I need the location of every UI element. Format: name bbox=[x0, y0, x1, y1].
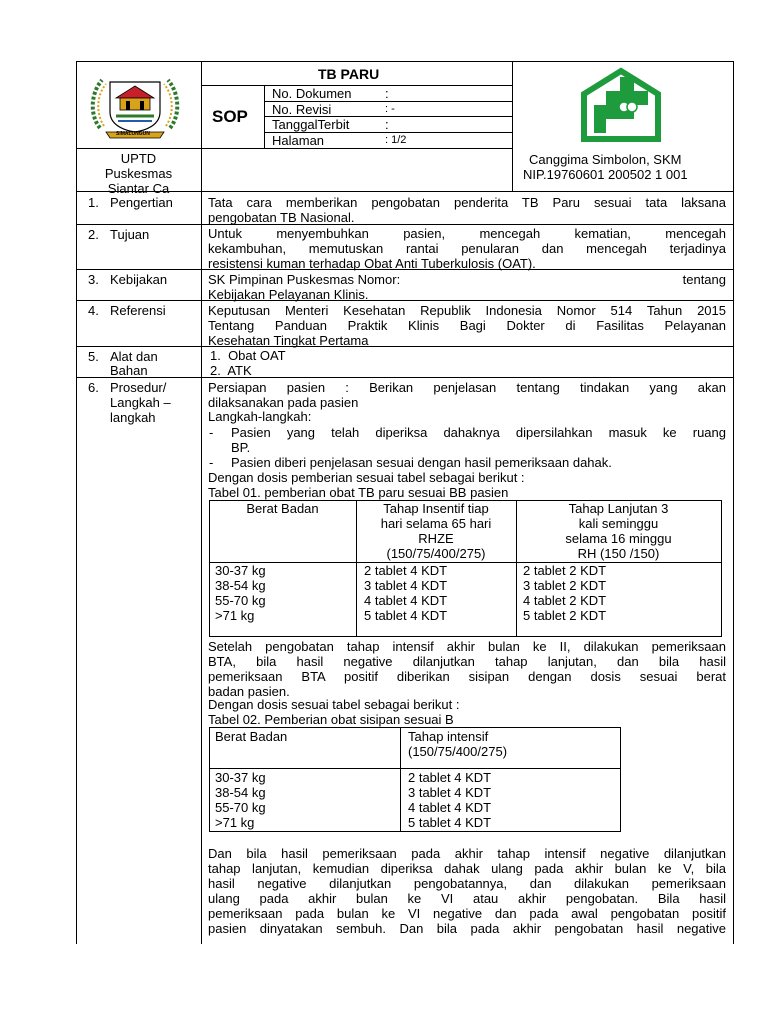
emblem-lettering: SIMALUNGUN bbox=[116, 131, 150, 137]
text-line: pengobatan TB Nasional. bbox=[208, 210, 355, 225]
bullet-2: Pasien diberi penjelasan sesuai dengan hasil pemeriksaan dahak. bbox=[231, 455, 612, 470]
doc-field-halaman-label: Halaman bbox=[272, 133, 325, 148]
text-line: Tata cara memberikan pengobatan penderita TB Paru sesuai tata laksana bbox=[208, 195, 726, 210]
signer-nip: NIP.19760601 200502 1 001 bbox=[523, 167, 688, 182]
table-cell: 38-54 kg bbox=[215, 785, 266, 800]
section-num: 6. bbox=[88, 380, 99, 395]
section-num: 4. bbox=[88, 303, 99, 318]
table-cell: 5 tablet 4 KDT bbox=[408, 815, 492, 830]
kebijakan-text bbox=[208, 272, 726, 302]
table-cell: 2 tablet 2 KDT bbox=[523, 563, 607, 578]
header-cell: Tahap Lanjutan 3 bbox=[568, 501, 669, 516]
text-line: tentang bbox=[682, 272, 726, 287]
puskesmas-logo bbox=[580, 67, 662, 143]
table-column bbox=[215, 770, 266, 830]
header-cell: (150/75/400/275) bbox=[408, 744, 508, 759]
text-line: Pasien yang telah diperiksa dahaknya dipersilahkan masuk ke ruang bbox=[231, 425, 726, 440]
table-cell: 2 tablet 4 KDT bbox=[408, 770, 492, 785]
section-label-kebijakan: Kebijakan bbox=[110, 272, 168, 287]
doc-field-tanggal-label: TanggalTerbit bbox=[272, 117, 350, 132]
paragraph-2 bbox=[208, 639, 726, 699]
section-label-referensi: Referensi bbox=[110, 303, 166, 318]
table-cell: 3 tablet 4 KDT bbox=[364, 578, 448, 593]
signer-name: Canggima Simbolon, SKM bbox=[529, 152, 682, 167]
header-cell: kali seminggu bbox=[578, 516, 659, 531]
referensi-text bbox=[208, 303, 726, 348]
table-cell: 30-37 kg bbox=[215, 563, 266, 578]
text-line: Keputusan Menteri Kesehatan Republik Indonesia Nomor 514 Tahun 2015 bbox=[208, 303, 726, 318]
doc-field-revisi-label: No. Revisi bbox=[272, 102, 332, 117]
text-line: tahap lanjutan, kemudian diperiksa dahak ulang pada akhir bulan ke V, bila bbox=[208, 861, 726, 876]
text-line: badan pasien. bbox=[208, 684, 290, 699]
doc-field-revisi-value: : - bbox=[385, 103, 395, 115]
table-column bbox=[364, 563, 447, 623]
text-line: resistensi kuman terhadap Obat Anti Tuberkulosis (OAT). bbox=[208, 256, 536, 271]
doc-field-dokumen-value: : bbox=[385, 86, 389, 101]
dose-line-2: Dengan dosis sesuai tabel sebagai berikut : bbox=[208, 697, 460, 712]
sop-label: SOP bbox=[212, 107, 248, 126]
header-cell: (150/75/400/275) bbox=[386, 546, 486, 561]
section-label-alat: Bahan bbox=[110, 363, 148, 378]
list-item: 2. ATK bbox=[210, 363, 252, 378]
table-header bbox=[516, 501, 721, 561]
text-line: pemeriksaan BTA positif diberikan sisipan dengan dosis sesuai berat bbox=[208, 669, 726, 684]
section-num: 1. bbox=[88, 195, 99, 210]
header-cell: hari selama 65 hari bbox=[380, 516, 492, 531]
text-line: hasil negative dilanjutkan pengobatannya, dan dilakukan pemeriksaan bbox=[208, 876, 726, 891]
section-num: 3. bbox=[88, 272, 99, 287]
table-cell: 2 tablet 4 KDT bbox=[364, 563, 448, 578]
section-label-prosedur: Prosedur/ bbox=[110, 380, 167, 395]
table-cell: 55-70 kg bbox=[215, 800, 266, 815]
table-cell: 3 tablet 2 KDT bbox=[523, 578, 607, 593]
org-line: Puskesmas bbox=[104, 166, 173, 181]
section-label-pengertian: Pengertian bbox=[110, 195, 173, 210]
table-header bbox=[408, 729, 507, 759]
table-cell: 4 tablet 2 KDT bbox=[523, 593, 607, 608]
table1-title: Tabel 01. pemberian obat TB paru sesuai BB pasien bbox=[208, 485, 509, 500]
text-line: Persiapan pasien : Berikan penjelasan tentang tindakan yang akan bbox=[208, 380, 726, 395]
header-cell: Berat Badan bbox=[215, 729, 288, 744]
tujuan-text bbox=[208, 226, 726, 271]
text-line: SK Pimpinan Puskesmas Nomor: bbox=[208, 272, 401, 287]
section-num: 2. bbox=[88, 227, 99, 242]
list-item: 1. Obat OAT bbox=[210, 348, 286, 363]
table2-title: Tabel 02. Pemberian obat sisipan sesuai B bbox=[208, 712, 454, 727]
table-header bbox=[209, 501, 356, 516]
document-title: TB PARU bbox=[318, 66, 380, 82]
text-line: Kebijakan Pelayanan Klinis. bbox=[208, 287, 369, 302]
org-name bbox=[76, 151, 201, 196]
table-column bbox=[408, 770, 491, 830]
text-line: ulang pada akhir bulan ke VI atau akhir pengobatan. Bila hasil bbox=[208, 891, 726, 906]
text-line: Dan bila hasil pemeriksaan pada akhir tahap intensif negative dilanjutkan bbox=[208, 846, 726, 861]
doc-field-dokumen-label: No. Dokumen bbox=[272, 86, 352, 101]
bullet-dash: - bbox=[209, 425, 214, 440]
bullet-1 bbox=[231, 425, 726, 455]
paragraph-3 bbox=[208, 846, 726, 936]
text-line: dilaksanakan pada pasien bbox=[208, 395, 359, 410]
section-label-prosedur: Langkah – bbox=[110, 395, 171, 410]
dose-line: Dengan dosis pemberian sesuai tabel sebagai berikut : bbox=[208, 470, 525, 485]
text-line: BP. bbox=[231, 440, 251, 455]
text-line: pasien dinyatakan sembuh. Dan bila pada akhir pengobatan hasil negative bbox=[208, 921, 726, 936]
text-line: Kesehatan Tingkat Pertama bbox=[208, 333, 369, 348]
table-column bbox=[523, 563, 606, 623]
section-num: 5. bbox=[88, 349, 99, 364]
doc-field-halaman-value: : 1/2 bbox=[385, 134, 407, 146]
org-line: Siantar Ca bbox=[107, 181, 170, 196]
header-cell: RHZE bbox=[418, 531, 454, 546]
text-line: kekambuhan, memutuskan rantai penularan dan mencegah terjadinya bbox=[208, 241, 726, 256]
government-emblem bbox=[86, 68, 184, 142]
alat-list bbox=[210, 348, 286, 378]
procedure-intro bbox=[208, 380, 726, 410]
text-line: pemeriksaan pada bulan ke VI negative dan pada awal pengobatan positif bbox=[208, 906, 726, 921]
section-label-prosedur: langkah bbox=[110, 410, 156, 425]
table-cell: 30-37 kg bbox=[215, 770, 266, 785]
pengertian-text bbox=[208, 195, 726, 225]
table-cell: 38-54 kg bbox=[215, 578, 266, 593]
table-cell: 5 tablet 4 KDT bbox=[364, 608, 448, 623]
table-cell: 4 tablet 4 KDT bbox=[408, 800, 492, 815]
steps-title: Langkah-langkah: bbox=[208, 409, 312, 424]
org-line: UPTD bbox=[120, 151, 157, 166]
text-line: BTA, bila hasil negative dilanjutkan tahap lanjutan, dan bila hasil bbox=[208, 654, 726, 669]
doc-field-tanggal-value: : bbox=[385, 117, 389, 132]
table-column bbox=[215, 563, 266, 623]
table-cell: >71 kg bbox=[215, 608, 255, 623]
table-cell: 3 tablet 4 KDT bbox=[408, 785, 492, 800]
header-cell: Tahap intensif bbox=[408, 729, 489, 744]
bullet-dash: - bbox=[209, 455, 214, 470]
table-header bbox=[356, 501, 516, 561]
header-cell: Tahap Insentif tiap bbox=[383, 501, 489, 516]
header-cell: RH (150 /150) bbox=[577, 546, 660, 561]
section-label-tujuan: Tujuan bbox=[110, 227, 150, 242]
text-line: Setelah pengobatan tahap intensif akhir bulan ke II, dilakukan pemeriksaan bbox=[208, 639, 726, 654]
table-cell: 5 tablet 2 KDT bbox=[523, 608, 607, 623]
text-line: Untuk menyembuhkan pasien, mencegah kematian, mencegah bbox=[208, 226, 726, 241]
header-cell: Berat Badan bbox=[246, 501, 319, 516]
table-cell: 4 tablet 4 KDT bbox=[364, 593, 448, 608]
header-cell: selama 16 minggu bbox=[565, 531, 672, 546]
table-cell: >71 kg bbox=[215, 815, 255, 830]
text-line: Tentang Panduan Praktik Klinis Bagi Dokter di Fasilitas Pelayanan bbox=[208, 318, 726, 333]
section-label-alat: Alat dan bbox=[110, 349, 158, 364]
table-cell: 55-70 kg bbox=[215, 593, 266, 608]
